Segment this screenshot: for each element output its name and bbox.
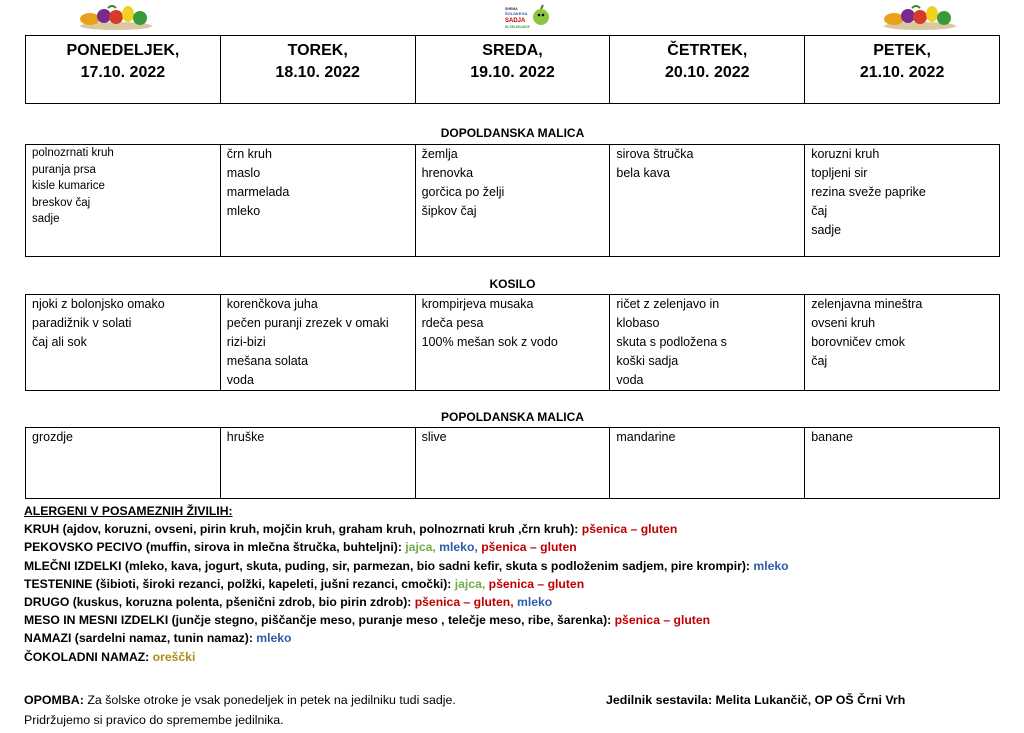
afternoon-friday-cell: banane bbox=[805, 428, 1000, 499]
fruit-vegetable-logo-right bbox=[882, 4, 958, 30]
svg-text:SHEMA: SHEMA bbox=[505, 7, 518, 11]
allergen-row-drugo: DRUGO (kuskus, koruzna polenta, pšenični zdrob, bio pirin zdrob): pšenica – gluten, mleko bbox=[24, 595, 553, 610]
afternoon-tuesday-cell: hruške bbox=[220, 428, 415, 499]
day-header-monday: PONEDELJEK, 17.10. 2022 bbox=[26, 36, 221, 104]
morning-thursday-cell: sirova štručka bela kava bbox=[610, 145, 805, 257]
school-fruit-scheme-logo bbox=[503, 3, 553, 31]
lunch-title: KOSILO bbox=[489, 277, 536, 291]
afternoon-thursday-cell: mandarine bbox=[610, 428, 805, 499]
afternoon-snack-table bbox=[25, 427, 1000, 499]
day-header-thursday: ČETRTEK, 20.10. 2022 bbox=[610, 36, 805, 104]
apple-mascot-icon bbox=[503, 3, 553, 31]
morning-snack-title: DOPOLDANSKA MALICA bbox=[440, 126, 585, 140]
afternoon-wednesday-cell: slive bbox=[415, 428, 610, 499]
morning-wednesday-cell: žemlja hrenovka gorčica po želji šipkov čaj bbox=[415, 145, 610, 257]
allergen-row-pecivo: PEKOVSKO PECIVO (muffin, sirova in mlečna štručka, buhteljni): jajca, mleko, pšenica – gluten bbox=[24, 540, 577, 555]
day-header-friday: PETEK, 21.10. 2022 bbox=[805, 36, 1000, 104]
day-header-table bbox=[25, 35, 1000, 104]
note: OPOMBA: Za šolske otroke je vsak ponedeljek in petek na jedilniku tudi sadje. Pridržujemo si pravico do spremembe jedilnika. bbox=[24, 693, 456, 727]
allergen-row-mlecni: MLEČNI IZDELKI (mleko, kava, jogurt, skuta, puding, sir, parmezan, bio sadni kefir, skuta s podloženim sadjem, pire krompir): mleko bbox=[24, 558, 789, 573]
lunch-monday-cell: njoki z bolonjsko omako paradižnik v solati čaj ali sok bbox=[26, 295, 221, 391]
svg-text:ŠOLSKEGA: ŠOLSKEGA bbox=[505, 11, 528, 16]
allergen-row-namazi: NAMAZI (sardelni namaz, tunin namaz): mleko bbox=[24, 631, 292, 646]
allergen-row-meso: MESO IN MESNI IZDELKI (junčje stegno, piščančje meso, puranje meso , telečje meso, ribe, šarenka): pšenica – gluten bbox=[24, 613, 711, 628]
lunch-wednesday-cell: krompirjeva musaka rdeča pesa 100% mešan sok z vodo bbox=[415, 295, 610, 391]
day-header-wednesday: SREDA, 19.10. 2022 bbox=[415, 36, 610, 104]
lunch-thursday-cell: ričet z zelenjavo in klobaso skuta s podložena s koški sadja voda bbox=[610, 295, 805, 391]
lunch-friday-cell: zelenjavna mineštra ovseni kruh borovničev cmok čaj bbox=[805, 295, 1000, 391]
svg-text:IN ZELENJAVE: IN ZELENJAVE bbox=[505, 25, 530, 29]
morning-friday-cell: koruzni kruh topljeni sir rezina sveže paprike čaj sadje bbox=[805, 145, 1000, 257]
svg-text:SADJA: SADJA bbox=[505, 18, 526, 24]
afternoon-monday-cell: grozdje bbox=[26, 428, 221, 499]
morning-tuesday-cell: črn kruh maslo marmelada mleko bbox=[220, 145, 415, 257]
allergen-title: ALERGENI V POSAMEZNIH ŽIVILIH: bbox=[24, 504, 233, 518]
allergen-row-testenine: TESTENINE (šibioti, široki rezanci, polžki, kapeleti, jušni rezanci, cmočki): jajca, pšenica – gluten bbox=[24, 576, 585, 591]
lunch-tuesday-cell: korenčkova juha pečen puranji zrezek v omaki rizi-bizi mešana solata voda bbox=[220, 295, 415, 391]
menu-author: Jedilnik sestavila: Melita Lukančič, OP OŠ Črni Vrh bbox=[606, 693, 906, 707]
day-header-tuesday: TOREK, 18.10. 2022 bbox=[220, 36, 415, 104]
afternoon-snack-title: POPOLDANSKA MALICA bbox=[441, 410, 584, 424]
lunch-table bbox=[25, 294, 1000, 391]
allergen-list bbox=[24, 502, 789, 666]
morning-monday-cell: polnozrnati kruh puranja prsa kisle kumarice breskov čaj sadje bbox=[26, 145, 221, 257]
fruit-vegetable-logo-left bbox=[78, 4, 154, 30]
allergen-row-kruh: KRUH (ajdov, koruzni, ovseni, pirin kruh, mojčin kruh, graham kruh, polnozrnati kruh ,črn kruh): pšenica – gluten bbox=[24, 522, 678, 537]
allergen-row-cokoladni: ČOKOLADNI NAMAZ: oreščki bbox=[24, 649, 196, 664]
morning-snack-table bbox=[25, 144, 1000, 257]
